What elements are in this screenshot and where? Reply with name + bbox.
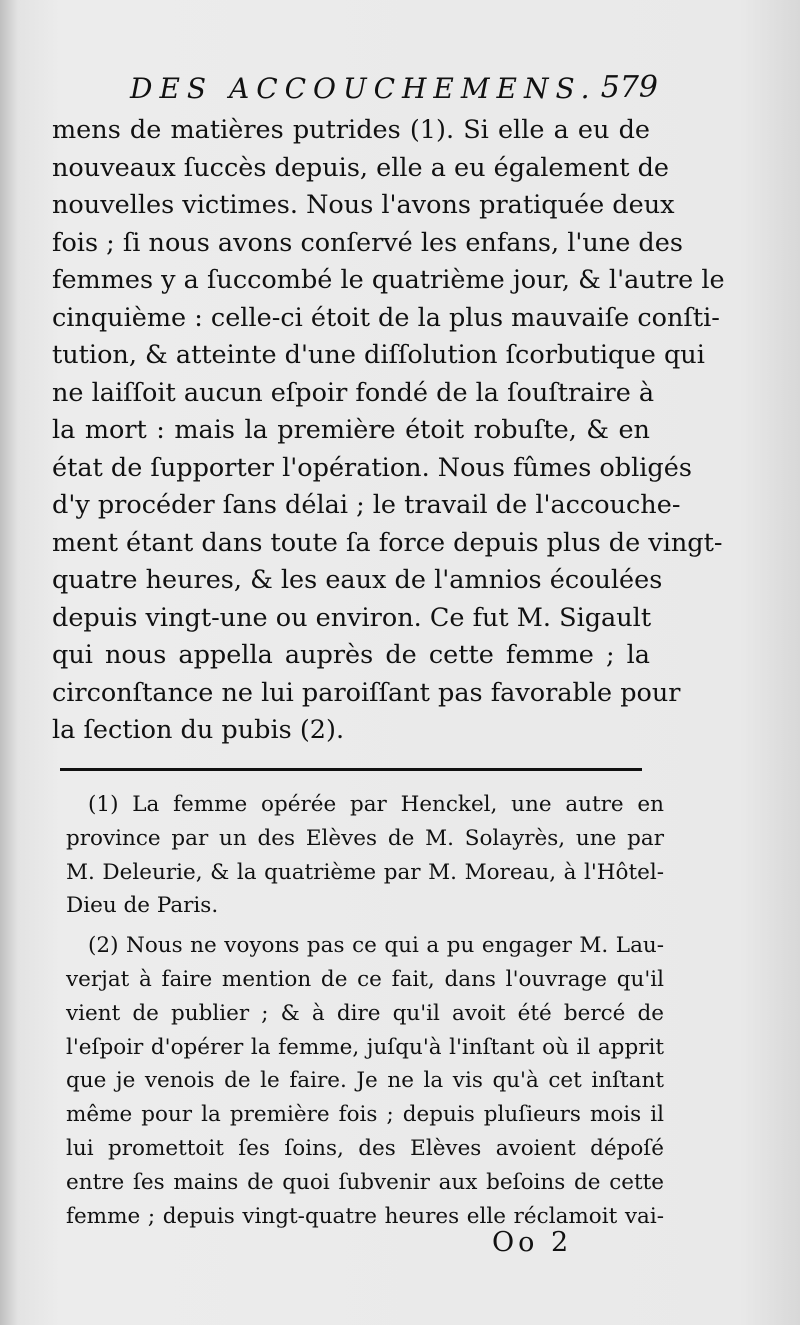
footnote-line: l'eſpoir d'opérer la femme, juſqu'à l'inſtant où il apprit — [66, 1034, 664, 1060]
text-line: ment étant dans toute ſa force depuis plus de vingt- — [52, 527, 723, 558]
text-line: ne laiſſoit aucun eſpoir fondé de la ſouſtraire à — [52, 377, 655, 408]
text-line: circonſtance ne lui paroiſſant pas favorable pour — [52, 677, 681, 708]
text-line: fois ; ſi nous avons conſervé les enfans, l'une des — [52, 227, 683, 258]
text-line: femmes y a ſuccombé le quatrième jour, & l'autre le — [52, 265, 725, 295]
footnote-line: M. Deleurie, & la quatrième par M. Moreau, à l'Hôtel- — [66, 859, 664, 885]
footnote-line: lui promettoit ſes ſoins, des Elèves avoient dépoſé — [66, 1135, 664, 1161]
footnote-line: même pour la première fois ; depuis pluſieurs mois il — [66, 1102, 664, 1128]
footnote-line: entre ſes mains de quoi ſubvenir aux beſoins de cette — [66, 1169, 664, 1195]
text-line: tution, & atteinte d'une diſſolution ſcorbutique qui — [52, 340, 705, 370]
footnote-line: que je venois de le faire. Je ne la vis qu'à cet inſtant — [66, 1068, 664, 1094]
footnote-line: Dieu de Paris. — [66, 893, 219, 919]
text-line: la ſection du pubis (2). — [52, 715, 345, 745]
running-title: DES ACCOUCHEMENS. — [130, 72, 597, 105]
text-line: nouvelles victimes. Nous l'avons pratiquée deux — [52, 190, 675, 220]
footnote-line: vient de publier ; & à dire qu'il avoit été bercé de — [66, 1000, 664, 1026]
text-line: état de ſupporter l'opération. Nous fûmes obligés — [52, 452, 692, 483]
footnote-line: province par un des Elèves de M. Solayrès, une par — [66, 825, 664, 851]
footnote-1 — [66, 788, 664, 923]
footnotes — [66, 788, 664, 1233]
text-line: la mort : mais la première étoit robuſte, & en — [52, 415, 650, 445]
signature-mark: Oo 2 — [492, 1227, 573, 1258]
text-line: cinquième : celle-ci étoit de la plus mauvaiſe conſti- — [52, 302, 720, 333]
footnote-line: verjat à faire mention de ce fait, dans l'ouvrage qu'il — [66, 966, 664, 992]
text-line: nouveaux ſuccès depuis, elle a eu également de — [52, 152, 669, 183]
main-text — [52, 112, 725, 750]
footnote-rule — [60, 768, 642, 771]
footnote-line: femme ; depuis vingt-quatre heures elle réclamoit vai- — [66, 1203, 664, 1229]
text-line: quatre heures, & les eaux de l'amnios écoulées — [52, 565, 663, 595]
footnote-line: (1) La femme opérée par Henckel, une autre en — [88, 792, 664, 817]
footnote-line: (2) Nous ne voyons pas ce qui a pu engager M. Lau- — [88, 933, 664, 959]
running-head — [130, 66, 658, 110]
text-line: d'y procéder ſans délai ; le travail de l'accouche- — [52, 490, 681, 520]
page-number: 579 — [600, 70, 658, 105]
text-line: mens de matières putrides (1). Si elle a eu de — [52, 115, 650, 145]
text-line: qui nous appella auprès de cette femme ; la — [52, 640, 650, 670]
text-line: depuis vingt-une ou environ. Ce fut M. Sigault — [52, 602, 652, 633]
footnote-2 — [66, 929, 664, 1233]
